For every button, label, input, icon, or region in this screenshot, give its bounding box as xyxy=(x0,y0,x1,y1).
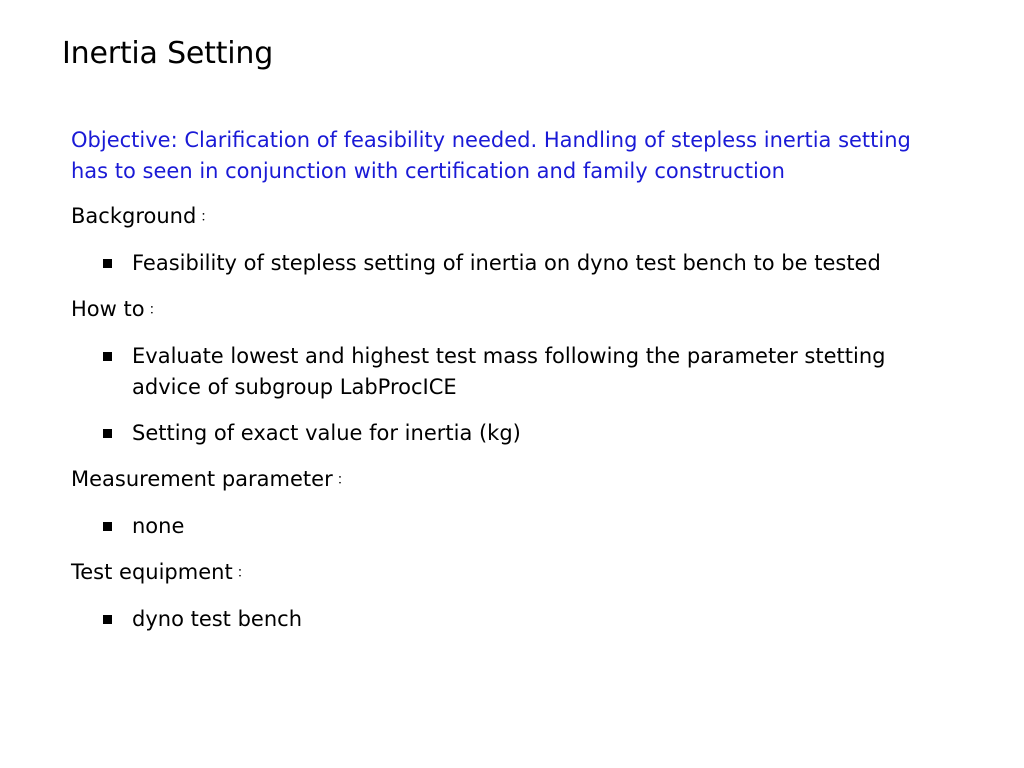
square-bullet-icon xyxy=(103,522,112,531)
section-heading-colon: ： xyxy=(236,565,251,581)
square-bullet-icon xyxy=(103,429,112,438)
section-heading-how-to xyxy=(71,294,971,326)
section-heading-measurement-parameter xyxy=(71,464,971,496)
bullet-item xyxy=(71,511,932,542)
background-bullet-list xyxy=(71,248,971,279)
section-heading-label: Measurement parameter xyxy=(71,467,333,491)
bullet-text: dyno test bench xyxy=(132,607,303,631)
bullet-text: none xyxy=(132,514,185,538)
bullet-item xyxy=(71,418,932,449)
section-heading-colon: ： xyxy=(200,209,215,225)
bullet-text: Evaluate lowest and highest test mass following the parameter stetting advice of subgroup LabProcICE xyxy=(132,344,886,399)
section-heading-label: Background xyxy=(71,204,197,228)
bullet-item xyxy=(71,604,932,635)
bullet-text: Feasibility of stepless setting of inertia on dyno test bench to be tested xyxy=(132,251,881,275)
slide-title: Inertia Setting xyxy=(62,36,274,71)
bullet-text: Setting of exact value for inertia (kg) xyxy=(132,421,521,445)
slide-body xyxy=(71,125,971,650)
section-heading-colon: ： xyxy=(148,302,163,318)
measurement-parameter-bullet-list xyxy=(71,511,971,542)
objective-text: Objective: Clarification of feasibility needed. Handling of stepless inertia setting has to seen in conjunction with certification and family construction xyxy=(71,128,911,183)
section-heading-label: Test equipment xyxy=(71,560,233,584)
square-bullet-icon xyxy=(103,615,112,624)
square-bullet-icon xyxy=(103,259,112,268)
section-heading-colon: ： xyxy=(336,472,351,488)
bullet-item xyxy=(71,248,932,279)
section-heading-label: How to xyxy=(71,297,145,321)
square-bullet-icon xyxy=(103,352,112,361)
section-heading-background xyxy=(71,201,971,233)
test-equipment-bullet-list xyxy=(71,604,971,635)
bullet-item xyxy=(71,341,932,403)
how-to-bullet-list xyxy=(71,341,971,449)
section-heading-test-equipment xyxy=(71,557,971,589)
